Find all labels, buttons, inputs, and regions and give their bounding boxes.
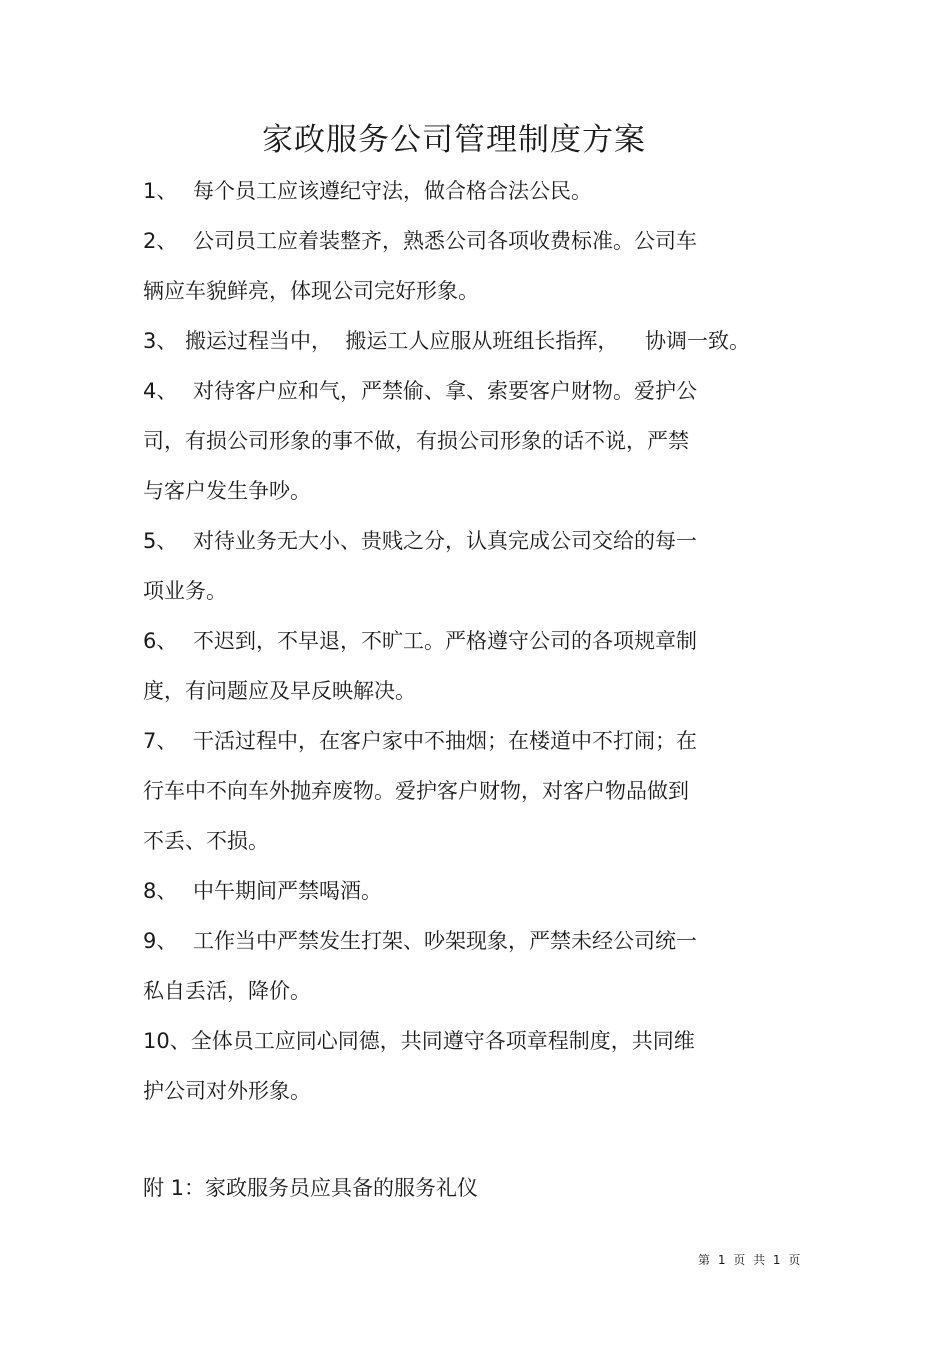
rule-text: 工作当中严禁发生打架、吵架现象，严禁未经公司统一 xyxy=(193,929,697,953)
rule-text: 私自丢活，降价。 xyxy=(143,979,311,1003)
rule-item-6 xyxy=(143,616,903,716)
rule-number: 5、 xyxy=(143,529,178,553)
rule-text: 中午期间严禁喝酒。 xyxy=(193,879,382,903)
rule-number: 4、 xyxy=(143,379,178,403)
rule-text: 不迟到，不早退，不旷工。严格遵守公司的各项规章制 xyxy=(193,629,697,653)
rule-number: 8、 xyxy=(143,879,178,903)
rule-item-3 xyxy=(143,316,903,366)
rule-number: 1、 xyxy=(143,179,178,203)
rule-text: 对待客户应和气，严禁偷、拿、索要客户财物。爱护公 xyxy=(193,379,697,403)
rule-item-2 xyxy=(143,216,903,316)
rule-item-10 xyxy=(143,1016,903,1116)
rules-list xyxy=(143,166,903,1116)
rule-text: 对待业务无大小、贵贱之分，认真完成公司交给的每一 xyxy=(193,529,697,553)
page-title: 家政服务公司管理制度方案 xyxy=(262,122,646,158)
page-number-footer: 第 1 页 共 1 页 xyxy=(698,1253,803,1267)
rule-text: 公司员工应着装整齐，熟悉公司各项收费标准。公司车 xyxy=(193,229,697,253)
attachment-heading: 附 1：家政服务员应具备的服务礼仪 xyxy=(143,1176,479,1200)
rule-text: 不丢、不损。 xyxy=(143,829,269,853)
rule-text: 度，有问题应及早反映解决。 xyxy=(143,679,416,703)
rule-item-8 xyxy=(143,866,903,916)
rule-number: 10、 xyxy=(143,1029,191,1053)
rule-text: 全体员工应同心同德，共同遵守各项章程制度，共同维 xyxy=(190,1029,695,1053)
rule-number: 7、 xyxy=(143,729,178,753)
rule-text: 搬运过程当中， 搬运工人应服从班组长指挥， 协调一致。 xyxy=(185,329,751,353)
rule-item-4 xyxy=(143,366,903,516)
rule-item-5 xyxy=(143,516,903,616)
rule-text: 项业务。 xyxy=(143,579,227,603)
rule-number: 9、 xyxy=(143,929,178,953)
rule-item-9 xyxy=(143,916,903,1016)
rule-number: 6、 xyxy=(143,629,178,653)
rule-text: 护公司对外形象。 xyxy=(143,1079,311,1103)
rule-text: 干活过程中，在客户家中不抽烟；在楼道中不打闹；在 xyxy=(193,729,697,753)
rule-text: 辆应车貌鲜亮，体现公司完好形象。 xyxy=(143,279,479,303)
rule-item-7 xyxy=(143,716,903,866)
rule-number: 3、 xyxy=(143,329,178,353)
rule-number: 2、 xyxy=(143,229,178,253)
rule-text: 行车中不向车外抛弃废物。爱护客户财物，对客户物品做到 xyxy=(143,779,689,803)
rule-text: 与客户发生争吵。 xyxy=(143,479,311,503)
rule-text: 司，有损公司形象的事不做，有损公司形象的话不说，严禁 xyxy=(143,429,689,453)
rule-text: 每个员工应该遵纪守法，做合格合法公民。 xyxy=(193,179,592,203)
rule-item-1 xyxy=(143,166,903,216)
